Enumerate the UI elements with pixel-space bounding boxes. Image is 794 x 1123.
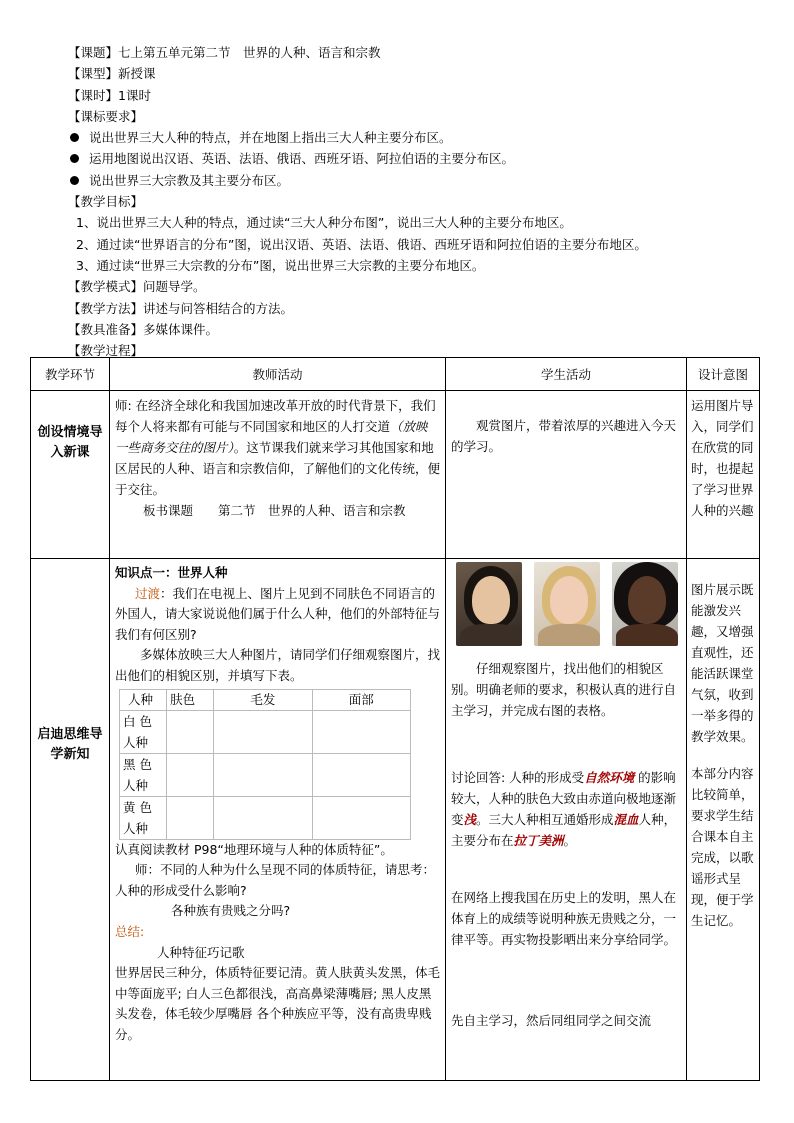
col-header-intent: 设计意图 [687,358,760,391]
lesson-header [68,42,758,361]
race-photos [446,559,686,652]
standard-item: 说出世界三大宗教及其主要分布区。 [68,170,758,191]
process-label: 【教学过程】 [68,343,144,359]
col-header-stage: 教学环节 [31,358,110,391]
student-activity: 仔细观察图片，找出他们的相貌区别。明确老师的要求，积极认真的进行自主学习，并完成右图的表格。 讨论回答: 人种的形成受自然环境 的影响较大，人种的肤色大致由赤道向极地逐渐变浅。三大人种相互通婚形成混血人种，主要分布在拉丁美洲。 在网络上搜我国在历史上的发明，黑人在体育上的成绩等说明种族无贵贱之分，一律平等。再实物投影晒出来分享给同学。 先自主学习，然后同组同学之间交流 [451,661,677,1028]
table-row [31,559,760,1081]
tools-line: 【教具准备】多媒体课件。 [68,321,219,337]
african-woman-photo [612,562,678,646]
design-intent: 运用图片导入，同学们在欣赏的同时，也提起了学习世界人种的兴趣 [691,398,754,518]
standard-item: 说出世界三大人种的特点，并在地图上指出三大人种主要分布区。 [68,127,758,148]
table-header-row [31,358,760,391]
standard-item: 运用地图说出汉语、英语、法语、俄语、西班牙语、阿拉伯语的主要分布区。 [68,148,758,169]
method-line: 【教学方法】讲述与问答相结合的方法。 [68,300,294,316]
goal-item: 3、通过读“世界三大宗教的分布”图，说出世界三大宗教的主要分布地区。 [76,257,485,273]
goal-item: 1、说出世界三大人种的特点，通过读“三大人种分布图”，说出三大人种的主要分布地区。 [76,215,572,231]
goal-label: 【教学目标】 [68,194,144,210]
mode-line: 【教学模式】问题导学。 [68,279,206,295]
bullet-icon [70,176,79,185]
race-features-table: 人种 肤色 毛发 面部 白 色 人种 黑 色 人种 黄 色 人种 [119,689,411,840]
table-row [31,391,760,559]
topic-line: 【课题】七上第五单元第二节 世界的人种、语言和宗教 [68,45,381,60]
topic: 七上第五单元第二节 世界的人种、语言和宗教 [118,45,381,60]
design-intent: 图片展示既能激发兴趣，又增强直观性，还能活跃课堂气氛，收到一举多得的教学效果。 本部分内容比较简单，要求学生结合课本自主完成，以歌谣形式呈现，便于学生记忆。 [691,582,754,928]
type-line: 【课型】新授课 [68,66,156,82]
col-header-teacher: 教师活动 [110,358,446,391]
bullet-icon [70,133,79,142]
teacher-activity: 师: 在经济全球化和我国加速改革开放的时代背景下，我们每个人将来都有可能与不同国家和地区的人打交道（放映一些商务交往的图片）。这节课我们就来学习其他国家和地区居民的人种、语言和宗教信仰，了解他们的文化传统，便于交往。 板书课题 第二节 世界的人种、语言和宗教 [115,398,441,518]
process-table [30,357,760,1081]
asian-woman-photo [456,562,522,646]
bullet-icon [70,154,79,163]
standard-label: 【课标要求】 [68,108,144,124]
teacher-activity: 知识点一：世界人种 过渡：我们在电视上、图片上见到不同肤色不同语言的外国人，请大家说说他们属于什么人种，他们的外部特征与我们有何区别? 多媒体放映三大人种图片，请同学们仔细观察图片，找出他们的相貌区别，并填写下表。 人种 肤色 毛发 面部 白 色 人种 黑 色 人种 黄 色 人种 认真阅读教材 P98“地理环境与人种的体质特征”。 师：不同的人种为什么呈现不同的体质特征，请思考：人种的形成受什么影响? 各种族有贵贱之分吗? 总结: 人种特征巧记歌 世界居民三种分，体质特征要记清。黄人肤黄头发黑，体毛中等面庞平; 白人三色都很浅，高高鼻梁薄嘴唇; 黑人皮黑头发卷，体毛较少厚嘴唇 各个种族应平等，没有高贵卑贱分。 [115,565,441,1042]
goal-item: 2、通过读“世界语言的分布”图，说出汉语、英语、法语、俄语、西班牙语和阿拉伯语的主要分布地区。 [76,236,647,252]
period-line: 【课时】1课时 [68,87,151,103]
col-header-student: 学生活动 [446,358,687,391]
knowledge-point-title: 知识点一：世界人种 [115,565,228,580]
stage-label: 启迪思维导学新知 [37,727,103,762]
stage-label: 创设情境导入新课 [37,425,103,460]
student-activity: 观赏图片，带着浓厚的兴趣进入今天的学习。 [451,418,677,454]
caucasian-woman-photo [534,562,600,646]
